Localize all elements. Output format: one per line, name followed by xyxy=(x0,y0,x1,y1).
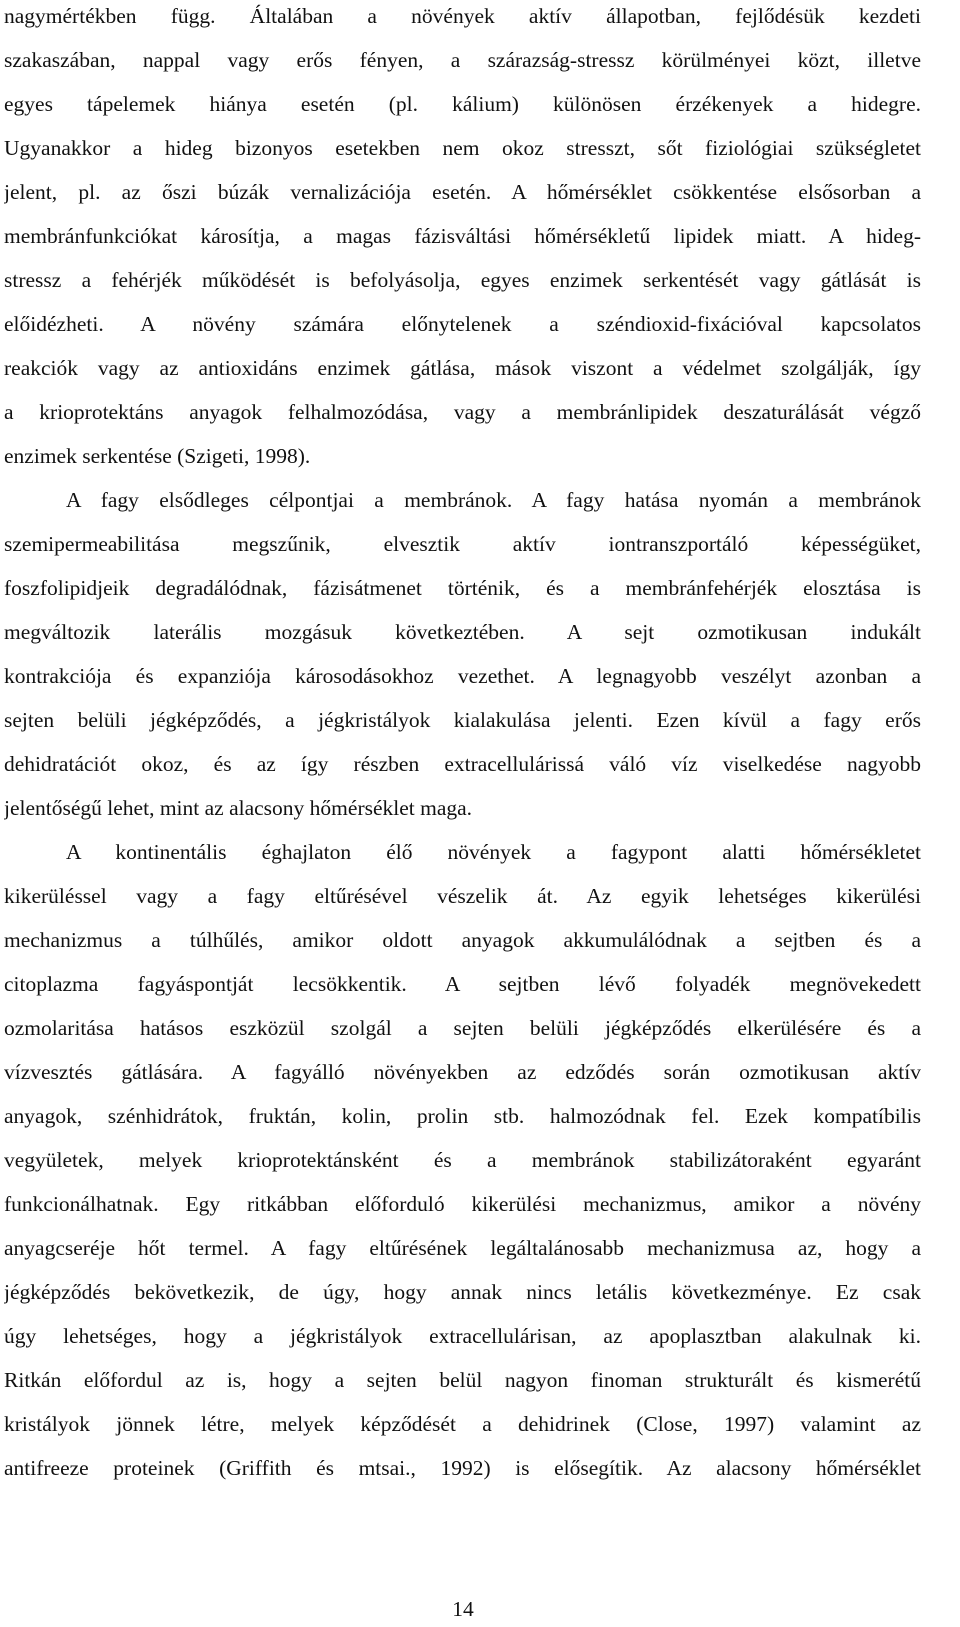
text-line: anyagcseréje hőt termel. A fagy eltűrésének legáltalánosabb mechanizmusa az, hogy a xyxy=(4,1236,921,1260)
text-line: stressz a fehérjék működését is befolyásolja, egyes enzimek serkentését vagy gátlását is xyxy=(4,268,921,292)
text-line: a krioprotektáns anyagok felhalmozódása, vagy a membránlipidek deszaturálását végző xyxy=(4,400,921,424)
text-line: reakciók vagy az antioxidáns enzimek gátlása, mások viszont a védelmet szolgálják, így xyxy=(4,356,921,380)
text-line: kristályok jönnek létre, melyek képződését a dehidrinek (Close, 1997) valamint az xyxy=(4,1412,921,1436)
text-line: mechanizmus a túlhűlés, amikor oldott anyagok akkumulálódnak a sejtben és a xyxy=(4,928,921,952)
text-line: membránfunkciókat károsítja, a magas fázisváltási hőmérsékletű lipidek miatt. A hideg- xyxy=(4,224,921,248)
text-line: vegyületek, melyek krioprotektánsként és a membránok stabilizátoraként egyaránt xyxy=(4,1148,921,1172)
text-line: Ugyanakkor a hideg bizonyos esetekben nem okoz stresszt, sőt fiziológiai szükségletet xyxy=(4,136,921,160)
text-line: szemipermeabilitása megszűnik, elvesztik aktív iontranszportáló képességüket, xyxy=(4,532,921,556)
text-line: jégképződés bekövetkezik, de úgy, hogy annak nincs letális következménye. Ez csak xyxy=(4,1280,921,1304)
text-line: A fagy elsődleges célpontjai a membránok. A fagy hatása nyomán a membránok xyxy=(66,488,921,512)
text-line: szakaszában, nappal vagy erős fényen, a szárazság-stressz körülményei közt, illetve xyxy=(4,48,921,72)
text-line: A kontinentális éghajlaton élő növények a fagypont alatti hőmérsékletet xyxy=(66,840,921,864)
text-line: egyes tápelemek hiánya esetén (pl. kálium) különösen érzékenyek a hidegre. xyxy=(4,92,921,116)
text-line: előidézheti. A növény számára előnytelenek a széndioxid-fixációval kapcsolatos xyxy=(4,312,921,336)
text-line: nagymértékben függ. Általában a növények aktív állapotban, fejlődésük kezdeti xyxy=(4,4,921,28)
text-line: jelent, pl. az őszi búzák vernalizációja esetén. A hőmérséklet csökkentése elsősorban a xyxy=(4,180,921,204)
text-line: vízvesztés gátlására. A fagyálló növényekben az edződés során ozmotikusan aktív xyxy=(4,1060,921,1084)
text-line: jelentőségű lehet, mint az alacsony hőmérséklet maga. xyxy=(4,796,473,820)
text-line: citoplazma fagyáspontját lecsökkentik. A sejtben lévő folyadék megnövekedett xyxy=(4,972,921,996)
text-line: kontrakciója és expanziója károsodásokhoz vezethet. A legnagyobb veszélyt azonban a xyxy=(4,664,921,688)
text-line: foszfolipidjeik degradálódnak, fázisátmenet történik, és a membránfehérjék elosztása is xyxy=(4,576,921,600)
text-line: megváltozik laterális mozgásuk következtében. A sejt ozmotikusan indukált xyxy=(4,620,921,644)
text-line: dehidratációt okoz, és az így részben extracellulárissá váló víz viselkedése nagyobb xyxy=(4,752,921,776)
page-number: 14 xyxy=(452,1597,474,1621)
text-line: funkcionálhatnak. Egy ritkábban előforduló kikerülési mechanizmus, amikor a növény xyxy=(4,1192,921,1216)
text-line: antifreeze proteinek (Griffith és mtsai., 1992) is elősegítik. Az alacsony hőmérséklet xyxy=(4,1456,921,1480)
text-line: Ritkán előfordul az is, hogy a sejten belül nagyon finoman strukturált és kismerétű xyxy=(4,1368,921,1392)
text-line: sejten belüli jégképződés, a jégkristályok kialakulása jelenti. Ezen kívül a fagy erős xyxy=(4,708,921,732)
text-line: kikerüléssel vagy a fagy eltűrésével vészelik át. Az egyik lehetséges kikerülési xyxy=(4,884,921,908)
text-line: anyagok, szénhidrátok, fruktán, kolin, prolin stb. halmozódnak fel. Ezek kompatíbilis xyxy=(4,1104,921,1128)
text-line: úgy lehetséges, hogy a jégkristályok extracellulárisan, az apoplasztban alakulnak ki. xyxy=(4,1324,921,1348)
text-line: ozmolaritása hatásos eszközül szolgál a sejten belüli jégképződés elkerülésére és a xyxy=(4,1016,921,1040)
text-line: enzimek serkentése (Szigeti, 1998). xyxy=(4,444,311,468)
